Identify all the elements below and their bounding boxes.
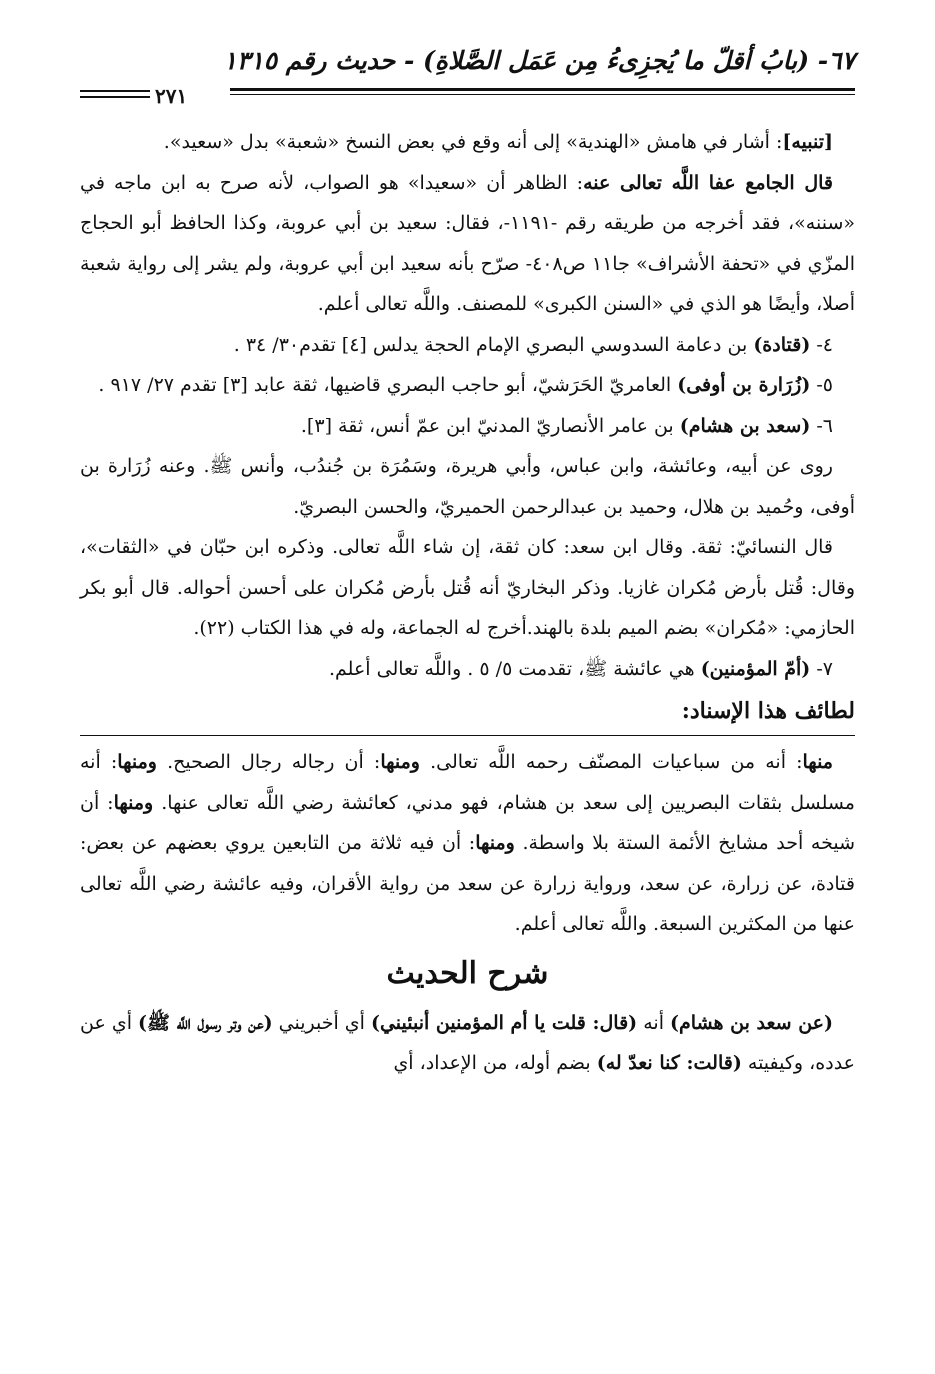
sharh-quote-4: (قالت: كنا نعدّ له) — [596, 1052, 742, 1074]
page-number-rule-bottom — [80, 96, 150, 98]
lataif-minha-5-label: ومنها — [475, 832, 515, 854]
lataif-minha-4: : أن شيخه أحد مشايخ الأئمة الستة بلا واسطة. — [80, 791, 856, 854]
lataif-minha-4-label: ومنها — [113, 791, 154, 814]
saad-tawthiq-paragraph: قال النسائيّ: ثقة. وقال ابن سعد: كان ثقة، إن شاء اللَّه تعالى. وذكره ابن حبّان في «الثقات»، وقال: قُتل بأرض مُكران غازيا. وذكر البخاريّ أنه قُتل بأرض مُكران على أحسن أحواله. قال أبو بكر الحازمي: «مُكران» بضم الميم بلدة بالهند.أخرج له الجماعة، وله في هذا الكتاب (٢٢). — [80, 536, 855, 639]
sharh-text-4: بضم أوله، من الإعداد، أي — [393, 1052, 597, 1074]
narrator-4-name: (قتادة) — [753, 333, 811, 356]
narrator-5-text: العامريّ الحَرَشيّ، أبو حاجب البصري قاضيها، ثقة عابد [٣] تقدم ٢٧/ ٩١٧ . — [98, 374, 678, 396]
jami-note-paragraph — [80, 163, 855, 325]
lataif-minha-5: : أن فيه ثلاثة من التابعين يروي بعضهم عن بعض: قتادة، عن زرارة، عن سعد، ورواية زرارة عن سعد من رواية الأقران، وفيه عائشة رضي اللَّه تعالى عنها من المكثرين السبعة. واللَّه تعالى أعلم. — [80, 832, 855, 935]
narrator-6-name: (سعد بن هشام) — [679, 414, 811, 437]
sharh-text-3: أي عن عدده، وكيفيته — [79, 1011, 855, 1074]
tanbih-text: : أشار في هامش «الهندية» إلى أنه وقع في بعض النسخ «شعبة» بدل «سعيد». — [163, 131, 783, 153]
lataif-minha-3: : أنه مسلسل بثقات البصريين إلى سعد بن هشام، فهو مدني، كعائشة رضي اللَّه تعالى عنها. — [80, 751, 855, 814]
lataif-separator — [80, 735, 855, 736]
page-body — [80, 122, 855, 1084]
chapter-title: ٦٧- (بابُ أقلّ ما يُجزِىءُ مِن عَمَل الصَّلاةِ) - حديث رقم ١٣١٥ — [223, 46, 855, 75]
jami-note-text: : الظاهر أن «سعيدا» هو الصواب، لأنه صرح به ابن ماجه في «سننه»، فقد أخرجه من طريقه رقم -١١٩١-، فقال: سعيد بن أبي عروبة، وكذا الحافظ أبو الحجاج المزّي في «تحفة الأشراف» جا١١ ص٤٠٨- صرّح بأنه سعيد ابن أبي عروبة، ولم يشر إلى رواية شعبة أصلا، وأيضًا هو الذي في «السنن الكبرى» للمصنف. واللَّه تعالى أعلم. — [80, 171, 855, 315]
narrator-6 — [80, 406, 855, 447]
narrator-5 — [80, 365, 855, 406]
page-number-rule-top — [80, 90, 150, 92]
page-header — [80, 40, 855, 108]
saad-riwaya-paragraph: روى عن أبيه، وعائشة، وابن عباس، وأبي هريرة، وسَمُرَة بن جُندُب، وأنس ﷺ. وعنه زُرَارة بن أوفى، وحُميد بن هلال، وحميد بن عبدالرحمن الحميريّ، والحسن البصريّ. — [80, 455, 855, 518]
narrator-6-text: بن عامر الأنصاريّ المدنيّ ابن عمّ أنس، ثقة [٣]. — [300, 414, 680, 437]
narrator-4 — [80, 325, 855, 366]
jami-note-label: قال الجامع عفا اللَّه تعالى عنه — [583, 171, 833, 194]
lataif-heading: لطائف هذا الإسناد: — [681, 698, 855, 724]
lataif-paragraph — [80, 742, 855, 945]
narrator-7-number: ٧- — [810, 657, 833, 680]
page-number: ٢٧١ — [155, 84, 188, 108]
sharh-heading: شرح الحديث — [386, 955, 549, 991]
tanbih-paragraph — [80, 122, 855, 163]
sharh-quote-2: (قال: قلت يا أم المؤمنين أنبئيني) — [370, 1011, 638, 1034]
narrator-5-number: ٥- — [810, 374, 833, 396]
lataif-minha-2: : أن رجاله رجال الصحيح. — [156, 751, 381, 773]
sharh-text-1: أنه — [637, 1011, 671, 1034]
lataif-minha-3-label: ومنها — [117, 751, 157, 773]
narrator-7-text: هي عائشة ﷺ، تقدمت ٥/ ٥ . واللَّه تعالى أعلم. — [329, 657, 701, 680]
narrator-7 — [80, 649, 855, 690]
narrator-5-name: (زُرَارة بن أوفى) — [677, 374, 811, 396]
header-rule-thick — [230, 88, 855, 91]
sharh-quote-3: (عن وتر رسول اللَّه ﷺ) — [138, 1011, 273, 1034]
narrator-4-text: بن دعامة السدوسي البصري الإمام الحجة يدلس [٤] تقدم٣٠/ ٣٤ . — [233, 333, 754, 356]
lataif-minha-2-label: ومنها — [380, 751, 420, 773]
sharh-paragraph — [80, 1003, 855, 1084]
lataif-minha-1-label: منها — [802, 751, 833, 773]
sharh-text-2: أي أخبريني — [272, 1011, 371, 1034]
tanbih-label: [تنبيه] — [782, 131, 833, 153]
narrator-6-number: ٦- — [810, 414, 833, 437]
lataif-minha-1: : أنه من سباعيات المصنّف رحمه اللَّه تعالى. — [419, 751, 803, 773]
narrator-7-name: (أمّ المؤمنين) — [700, 657, 811, 680]
sharh-quote-1: (عن سعد بن هشام) — [670, 1011, 833, 1034]
header-rule-thin — [230, 94, 855, 95]
narrator-4-number: ٤- — [810, 333, 833, 356]
